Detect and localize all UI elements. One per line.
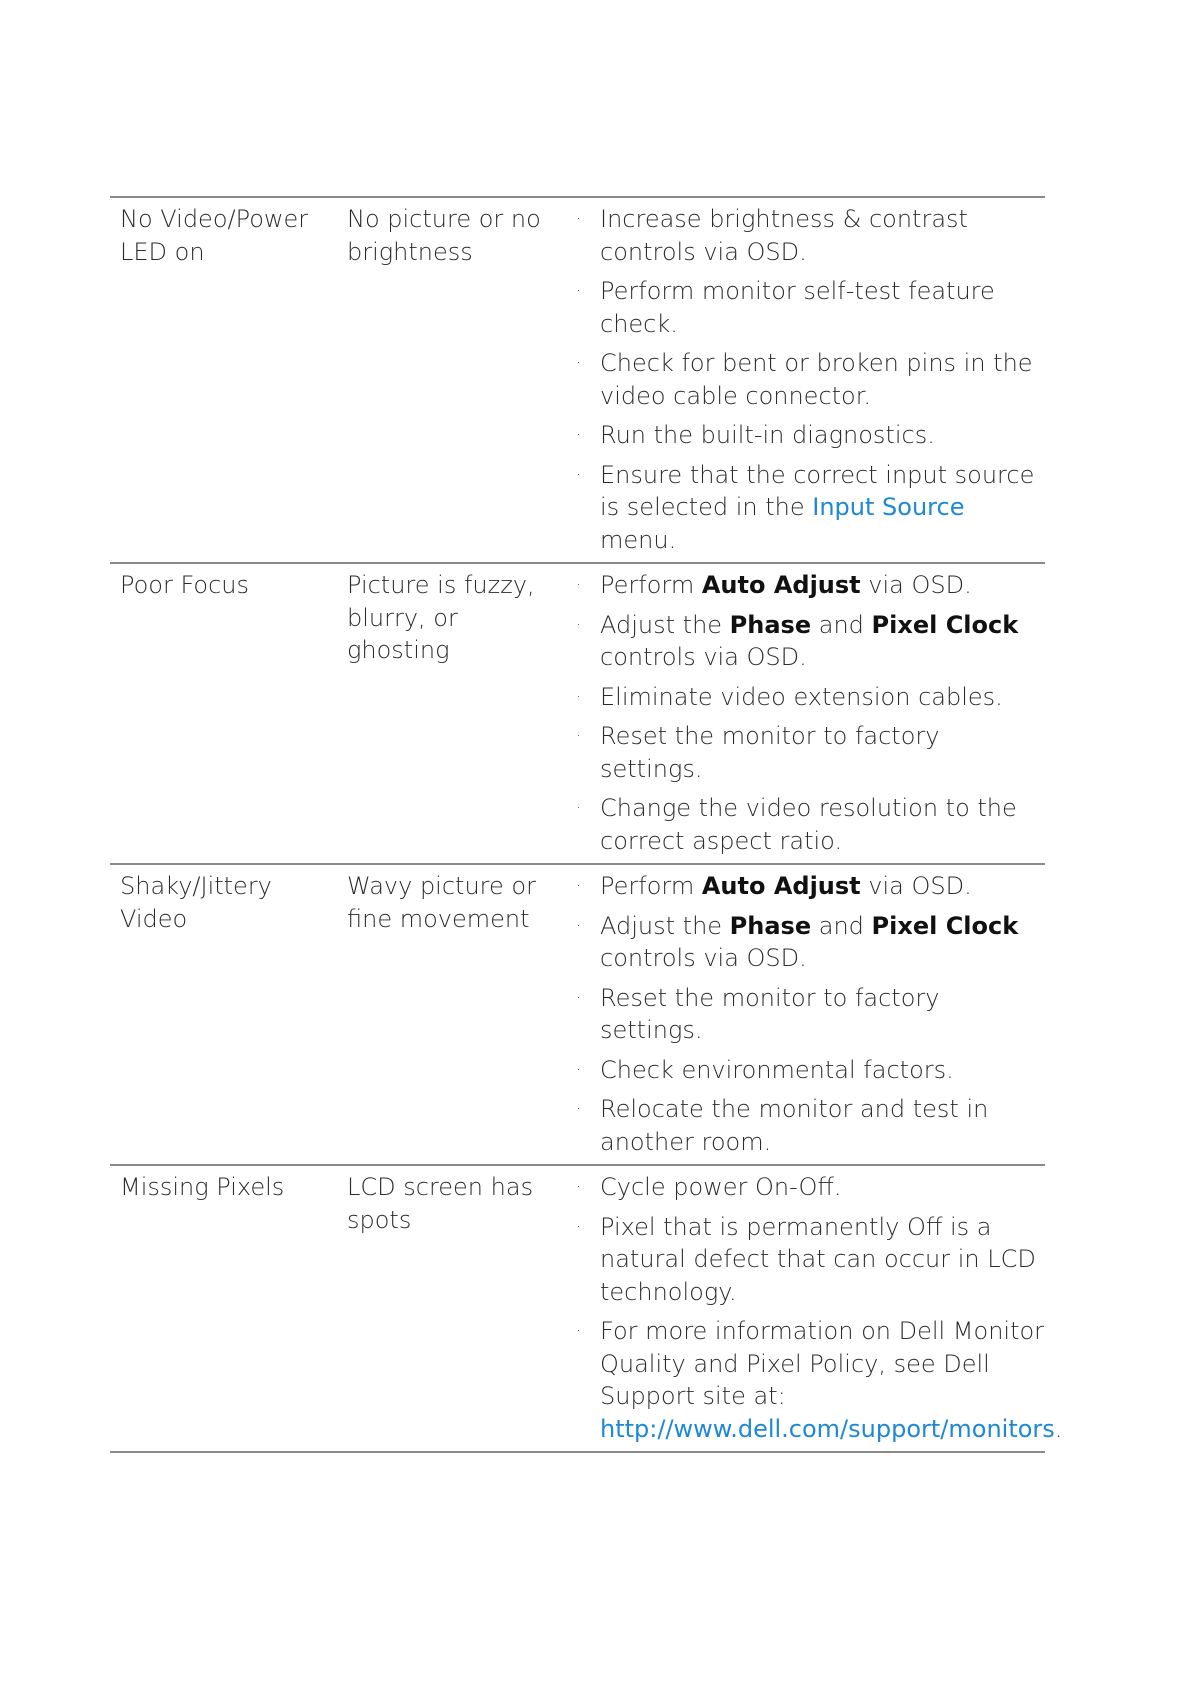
solution-text (600, 459, 1045, 557)
bullet-icon: · (576, 209, 582, 228)
solution-item (568, 569, 1045, 602)
text-span: via OSD. (860, 571, 972, 599)
text-span: Adjust the (600, 911, 730, 940)
text-span: controls via OSD. (600, 643, 807, 671)
troubleshooting-table (110, 196, 1063, 1453)
solution-item (568, 1054, 1045, 1087)
bullet-icon: · (576, 1099, 582, 1118)
emphasis-text: Phase (729, 911, 812, 940)
solution-text (600, 1093, 1045, 1158)
bullet-icon: · (576, 614, 582, 634)
solutions-cell (568, 564, 1045, 863)
text-span: Eliminate video extension cables. (600, 682, 1003, 711)
solution-item (568, 681, 1045, 714)
text-span: Check for bent or broken pins in the video cable connector. (600, 349, 1033, 410)
solution-text (600, 792, 1045, 857)
symptom-cell: Wavy picture or fine movement (347, 872, 536, 933)
symptom-cell: No picture or no brightness (347, 205, 541, 266)
solution-item (568, 1093, 1045, 1158)
solution-item (568, 203, 1045, 268)
bullet-icon: · (576, 987, 582, 1007)
solution-text (600, 1315, 1062, 1445)
text-span: and (811, 610, 872, 639)
text-span: and (811, 911, 872, 940)
text-span: . (1054, 1414, 1063, 1443)
problem-cell: Shaky/Jittery Video (120, 872, 272, 933)
text-span: Perform (600, 571, 702, 599)
bullet-icon: · (576, 353, 582, 372)
symptom-cell: LCD screen has spots (347, 1173, 534, 1234)
solution-text (600, 1054, 1045, 1087)
text-span: Reset the monitor to factory settings. (600, 722, 940, 783)
solutions-cell (568, 198, 1045, 562)
text-span: via OSD. (860, 872, 972, 900)
solutions-cell (568, 1166, 1063, 1451)
bullet-icon: · (576, 575, 582, 594)
bullet-icon: · (576, 281, 582, 300)
text-span: controls via OSD. (600, 944, 807, 972)
solution-text (600, 347, 1045, 412)
solution-text (600, 275, 1045, 340)
solution-text (600, 681, 1045, 714)
text-span: For more information on Dell Monitor Quality and Pixel Policy, see Dell Support site at: (600, 1317, 1045, 1410)
bullet-icon: · (576, 1216, 582, 1236)
bullet-icon: · (576, 425, 582, 444)
text-span: Reset the monitor to factory settings. (600, 983, 940, 1044)
solution-item (568, 1211, 1045, 1309)
text-span: Check environmental factors. (600, 1055, 954, 1084)
text-span: Pixel that is permanently Off is a natural defect that can occur in LCD technology. (600, 1212, 1036, 1306)
link-text[interactable]: http://www.dell.com/support/monitors (600, 1414, 1055, 1443)
text-span: Perform (600, 872, 702, 900)
solution-text (600, 419, 1045, 452)
text-span: Adjust the (600, 610, 730, 639)
solution-text (600, 910, 1045, 975)
bullet-icon: · (576, 798, 582, 817)
solution-item (568, 347, 1045, 412)
solution-item (568, 720, 1045, 785)
text-span: Perform monitor self-test feature check. (600, 277, 995, 338)
bullet-icon: · (576, 1059, 582, 1079)
table-row (110, 196, 1045, 562)
solution-text (600, 203, 1045, 268)
bullet-icon: · (576, 726, 582, 745)
problem-cell: Missing Pixels (120, 1173, 285, 1201)
emphasis-text: Auto Adjust (701, 872, 861, 900)
solution-item (568, 1171, 1045, 1204)
solution-item (568, 870, 1045, 903)
solution-item (568, 1315, 1063, 1445)
text-span: Run the built-in diagnostics. (600, 421, 935, 449)
solution-text (600, 720, 1045, 785)
text-span: Change the video resolution to the correct aspect ratio. (600, 794, 1017, 855)
solution-text (600, 870, 1045, 903)
solution-text (600, 609, 1045, 674)
solution-text (600, 569, 1045, 602)
solution-text (600, 1211, 1045, 1309)
solution-item (568, 275, 1045, 340)
solution-item (568, 910, 1045, 975)
text-span: Cycle power On-Off. (600, 1173, 842, 1201)
emphasis-text: Phase (729, 610, 812, 639)
table-row (110, 863, 1045, 1164)
symptom-cell: Picture is fuzzy, blurry, or ghosting (347, 571, 535, 664)
bullet-icon: · (576, 1177, 582, 1196)
solutions-cell (568, 865, 1045, 1164)
problem-cell: No Video/Power LED on (120, 205, 309, 266)
problem-cell: Poor Focus (120, 571, 250, 599)
bullet-icon: · (576, 686, 582, 706)
solution-text (600, 982, 1045, 1047)
solution-item (568, 419, 1045, 452)
table-row (110, 1164, 1063, 1453)
text-span: Increase brightness & contrast controls via OSD. (600, 205, 968, 266)
solution-item (568, 459, 1045, 557)
emphasis-text: Auto Adjust (701, 571, 861, 599)
emphasis-text: Pixel Clock (871, 911, 1019, 940)
solution-item (568, 982, 1045, 1047)
solution-text (600, 1171, 1045, 1204)
solution-item (568, 792, 1045, 857)
link-text[interactable]: Input Source (812, 493, 965, 521)
bullet-icon: · (576, 876, 582, 895)
text-span: menu. (600, 525, 677, 554)
emphasis-text: Pixel Clock (871, 610, 1019, 639)
bullet-icon: · (576, 1321, 582, 1340)
solution-item (568, 609, 1045, 674)
bullet-icon: · (576, 915, 582, 935)
table-row (110, 562, 1045, 863)
text-span: Relocate the monitor and test in another room. (600, 1095, 989, 1156)
bullet-icon: · (576, 464, 582, 484)
text-span: Ensure that the correct input source is selected in the (600, 460, 1035, 521)
